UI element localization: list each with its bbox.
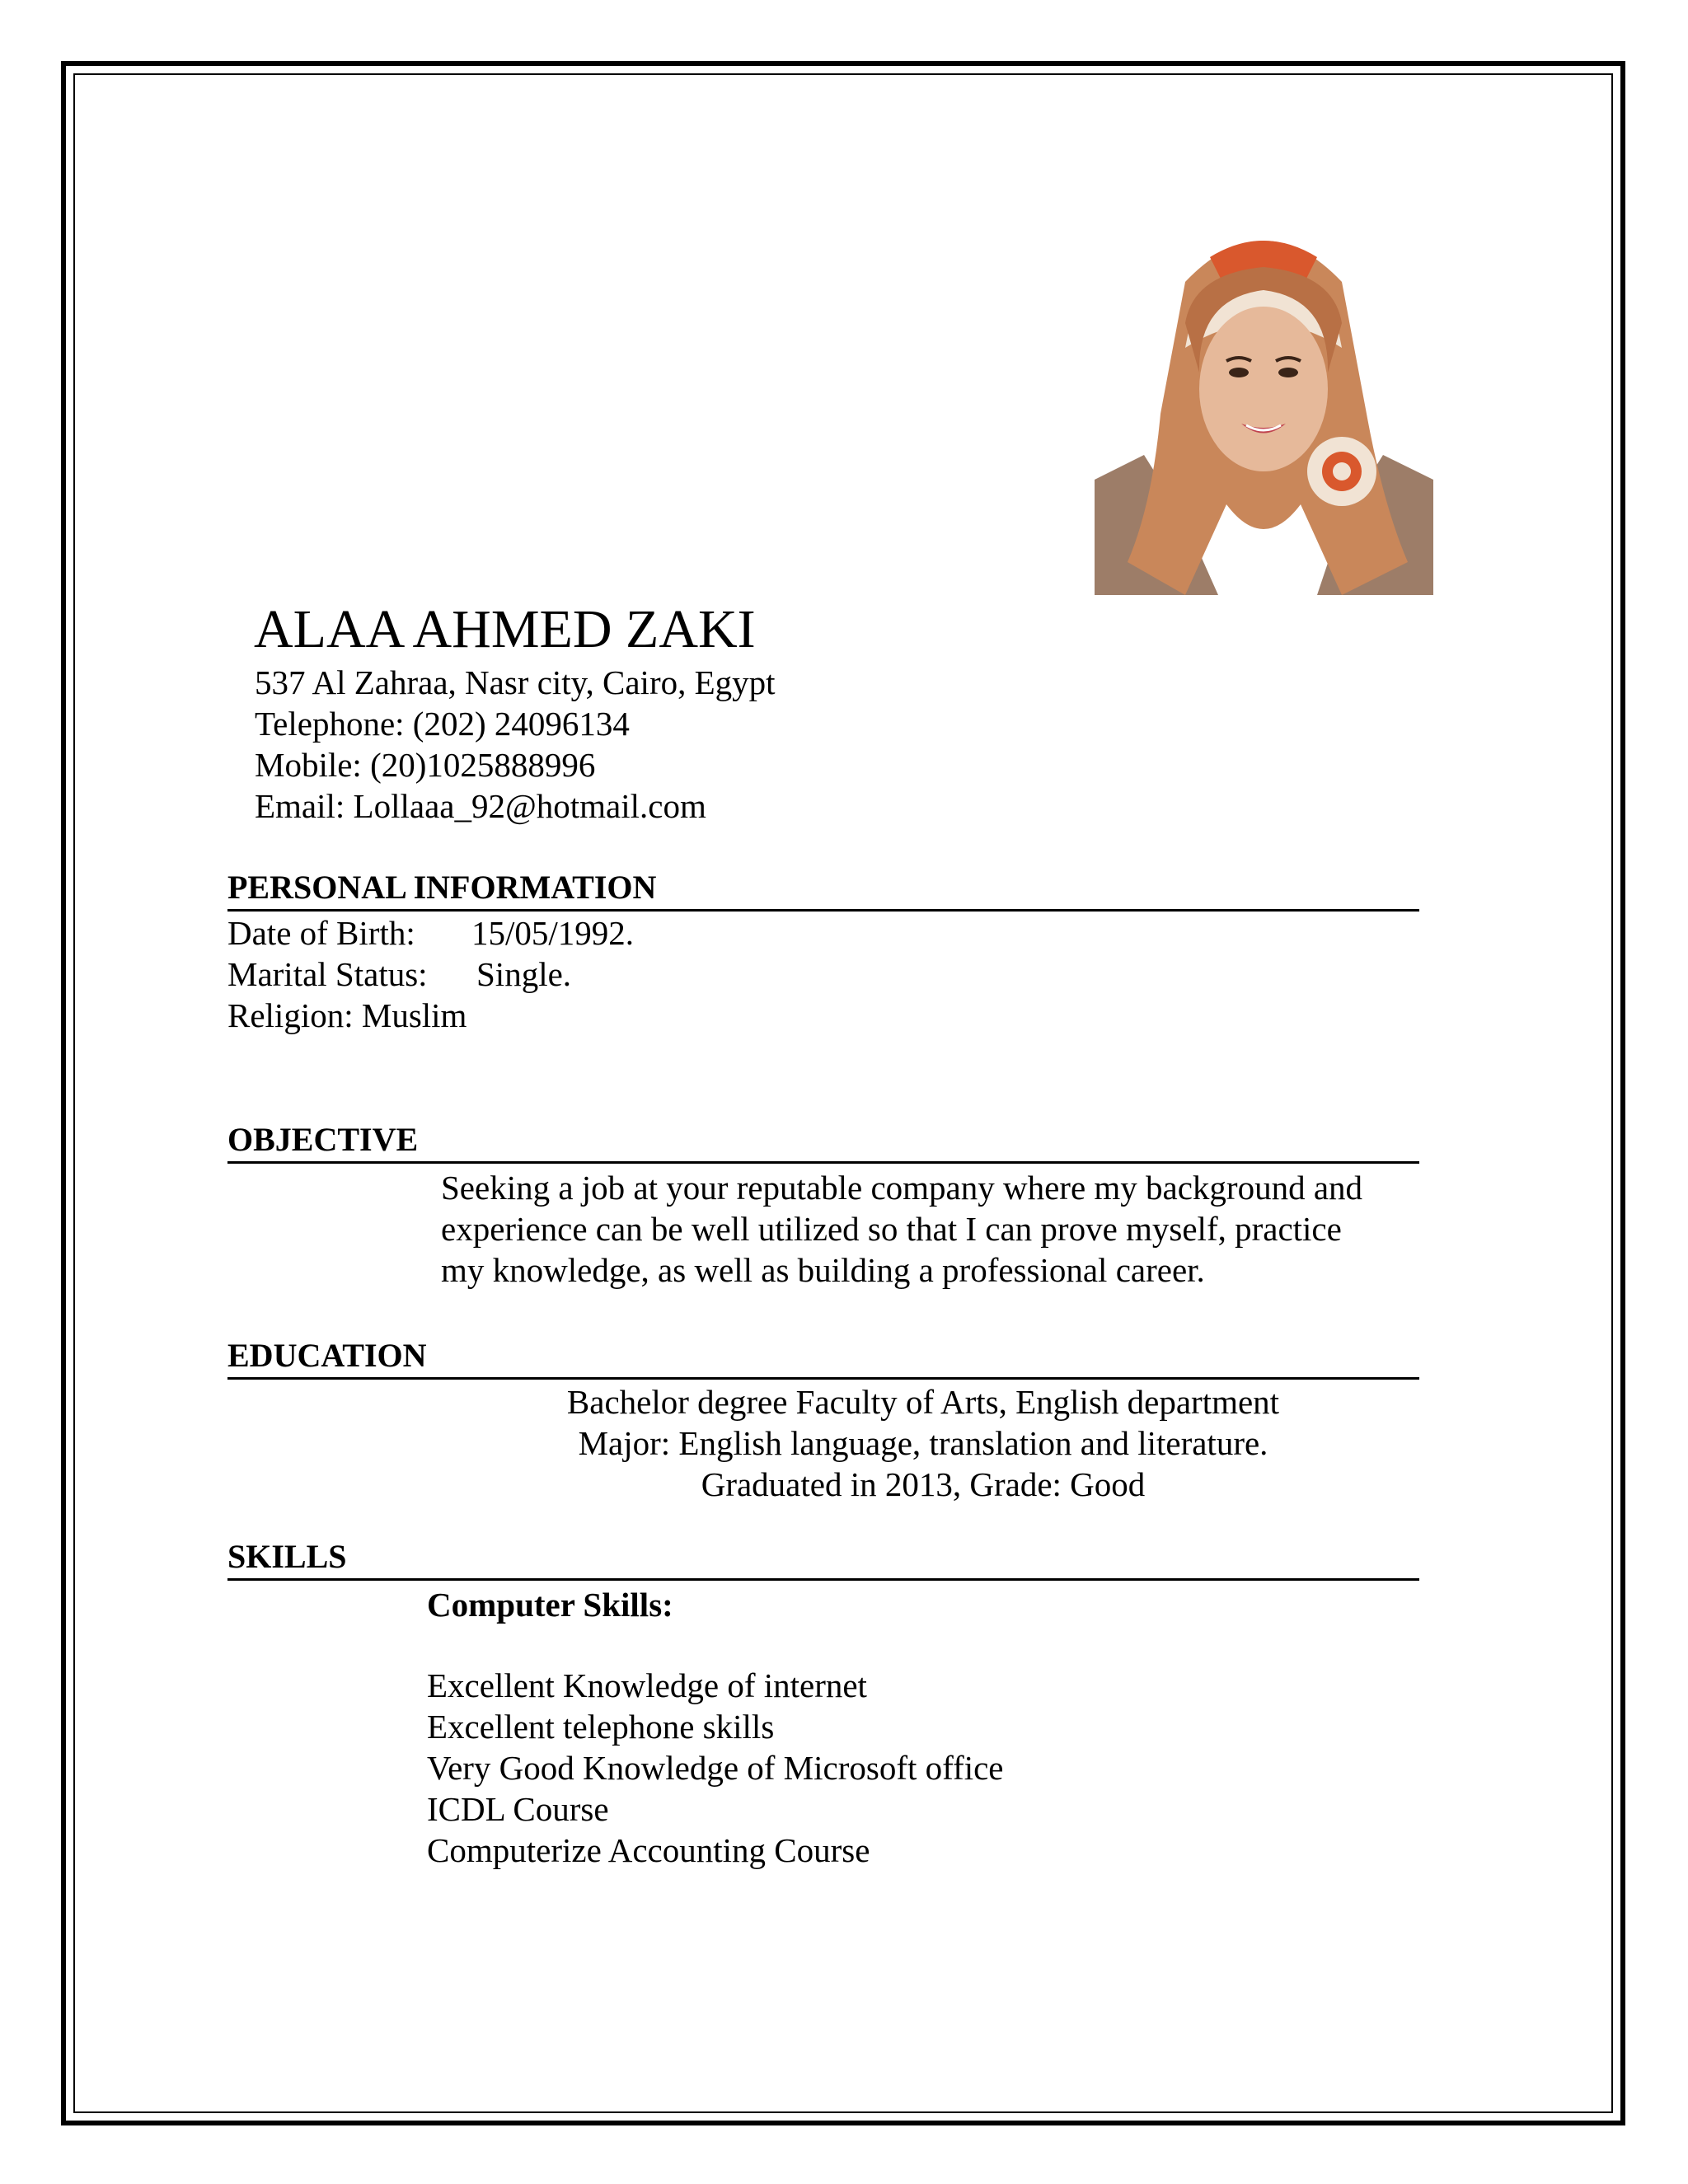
objective-line: experience can be well utilized so that I can prove myself, practice [441, 1210, 1342, 1248]
section-divider [227, 1377, 1419, 1380]
objective-heading: OBJECTIVE [227, 1121, 419, 1158]
section-divider [227, 1161, 1419, 1164]
objective-line: Seeking a job at your reputable company where my background and [441, 1169, 1363, 1207]
skills-heading: SKILLS [227, 1538, 347, 1575]
marital-status-label: Marital Status: [227, 955, 428, 993]
address-line: 537 Al Zahraa, Nasr city, Cairo, Egypt [255, 663, 776, 701]
candidate-name: ALAA AHMED ZAKI [254, 599, 756, 659]
dob-label: Date of Birth: [227, 914, 415, 952]
email-line: Email: Lollaaa_92@hotmail.com [255, 787, 706, 825]
computer-skills-subheading: Computer Skills: [427, 1586, 673, 1624]
skill-item: Very Good Knowledge of Microsoft office [427, 1749, 1004, 1787]
religion-line: Religion: Muslim [227, 996, 467, 1034]
education-line: Major: English language, translation and literature. [578, 1424, 1268, 1462]
skill-item: Computerize Accounting Course [427, 1831, 870, 1869]
dob-value: 15/05/1992. [471, 914, 635, 952]
skill-item: Excellent telephone skills [427, 1708, 775, 1746]
telephone-line: Telephone: (202) 24096134 [255, 705, 630, 743]
personal-info-heading: PERSONAL INFORMATION [227, 869, 657, 906]
section-divider [227, 909, 1419, 912]
section-divider [227, 1578, 1419, 1581]
skill-item: Excellent Knowledge of internet [427, 1666, 867, 1704]
mobile-line: Mobile: (20)1025888996 [255, 746, 596, 784]
education-line: Graduated in 2013, Grade: Good [701, 1465, 1146, 1503]
skill-item: ICDL Course [427, 1790, 609, 1828]
marital-status-value: Single. [476, 955, 572, 993]
education-line: Bachelor degree Faculty of Arts, English department [566, 1383, 1280, 1421]
education-heading: EDUCATION [227, 1337, 427, 1374]
objective-line: my knowledge, as well as building a professional career. [441, 1251, 1205, 1289]
profile-photo [1095, 208, 1433, 595]
